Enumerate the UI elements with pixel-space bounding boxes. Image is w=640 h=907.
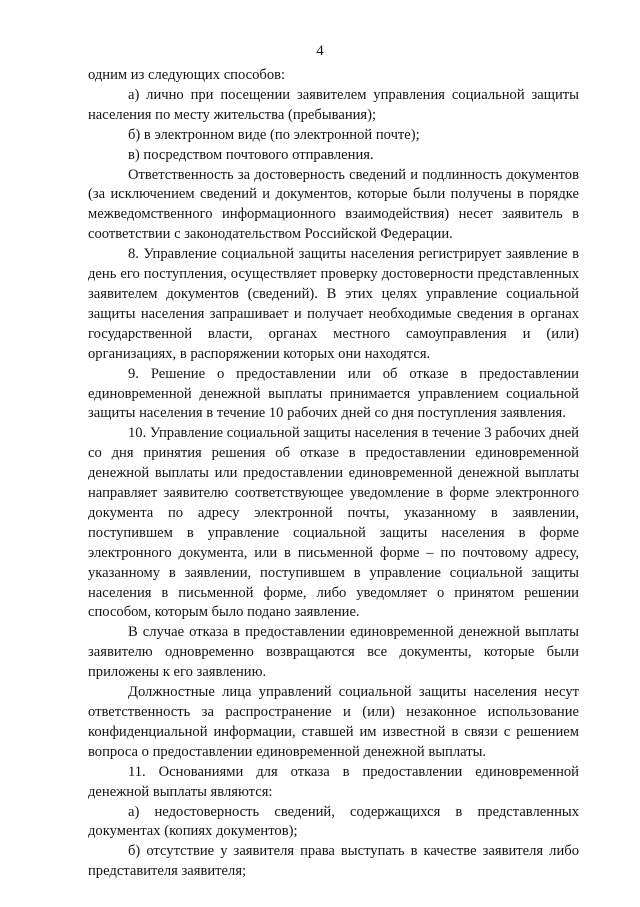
paragraph-method-c: в) посредством почтового отправления. <box>128 146 374 163</box>
paragraph-officials: Должностные лица управлений социальной защиты населения несут ответственность за распространение и (или) незаконное использование конфиденциальной информации, ставшей им известной в связи с решением вопроса о предоставлении единовременной денежной выплаты. <box>88 684 579 760</box>
paragraph-responsibility: Ответственность за достоверность сведений и подлинность документов (за исключением сведений и документов, которые были получены в порядке межведомственного информационного взаимодействия) несет заявитель в соответствии с законодательством Российской Федерации. <box>88 166 579 243</box>
paragraph-item-11: 11. Основаниями для отказа в предоставлении единовременной денежной выплаты являются: <box>88 763 579 800</box>
paragraph-ground-b: б) отсутствие у заявителя права выступать в качестве заявителя либо представителя заявителя; <box>88 843 579 880</box>
paragraph-intro: одним из следующих способов: <box>88 67 286 83</box>
paragraph-method-b: б) в электронном виде (по электронной почте); <box>128 126 420 143</box>
document-body <box>88 66 579 882</box>
page-number: 4 <box>316 43 324 59</box>
paragraph-item-8: 8. Управление социальной защиты населения регистрирует заявление в день его поступления, осуществляет проверку достоверности представленных заявителем документов (сведений). В этих целях управление социальной защиты населения запрашивает и получает необходимые сведения в органах государственной власти, органах местного самоуправления и (или) организациях, в распоряжении которых они находятся. <box>88 246 579 362</box>
paragraph-item-9: 9. Решение о предоставлении или об отказе в предоставлении единовременной денежной выплаты принимается управлением социальной защиты населения в течение 10 рабочих дней со дня поступления заявления. <box>88 365 579 422</box>
paragraph-refusal-return: В случае отказа в предоставлении единовременной денежной выплаты заявителю одновременно возвращаются все документы, которые были приложены к его заявлению. <box>88 624 579 681</box>
paragraph-ground-a: а) недостоверность сведений, содержащихся в представленных документах (копиях документов); <box>88 803 579 840</box>
paragraph-method-a: а) лично при посещении заявителем управления социальной защиты населения по месту жительства (пребывания); <box>88 86 579 123</box>
paragraph-item-10: 10. Управление социальной защиты населения в течение 3 рабочих дней со дня принятия решения об отказе в предоставлении единовременной денежной выплаты или предоставлении единовременной денежной выплаты направляет заявителю соответствующее уведомление в форме электронного документа по адресу электронной почты, указанному в заявлении, поступившем в управление социальной защиты населения в форме электронного документа, или в письменной форме – по почтовому адресу, указанному в заявлении, поступившем в управление социальной защиты населения в письменной форме, либо уведомляет о принятом решении способом, которым было подано заявление. <box>88 425 579 621</box>
